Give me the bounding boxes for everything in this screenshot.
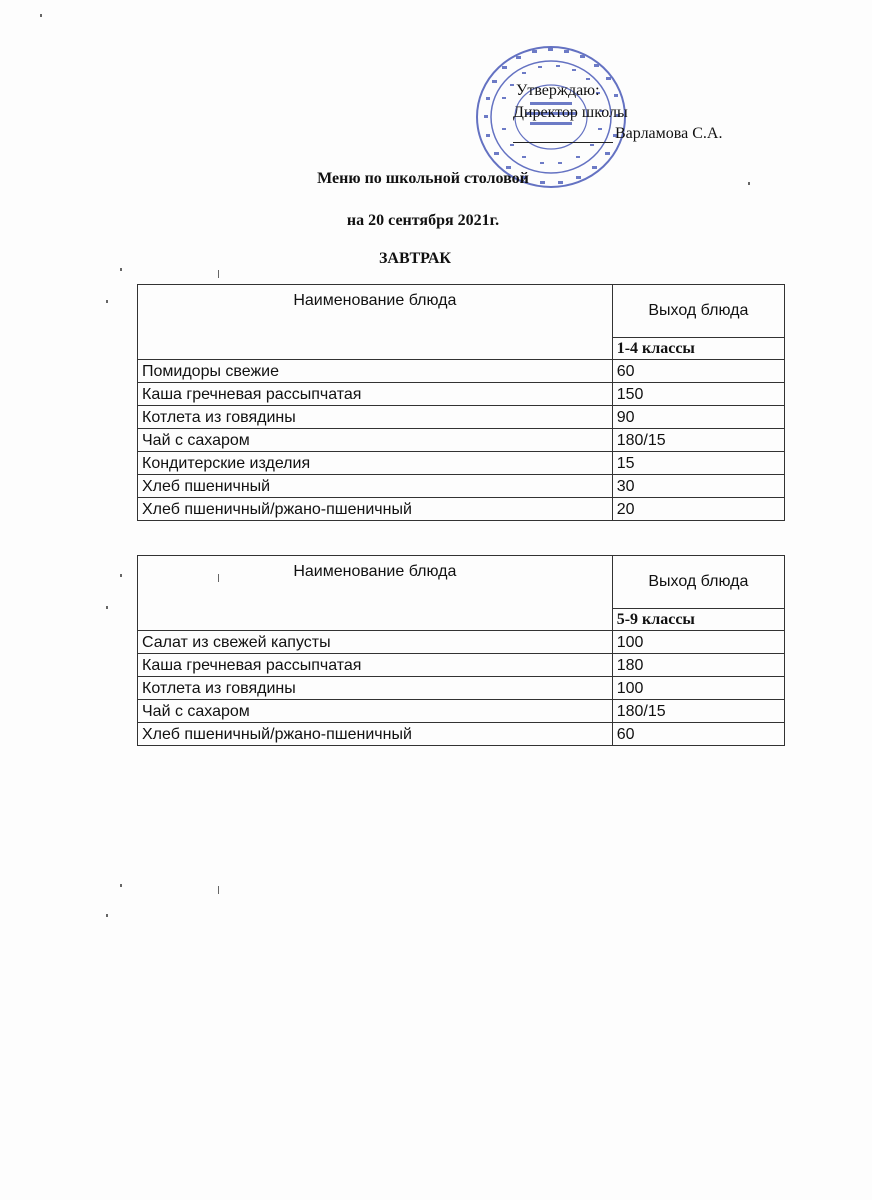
dish-name: Чай с сахаром bbox=[138, 429, 613, 452]
table-row bbox=[138, 406, 785, 429]
dish-name: Каша гречневая рассыпчатая bbox=[138, 654, 613, 677]
dish-portion: 100 bbox=[612, 677, 784, 700]
table-group-row bbox=[138, 608, 785, 631]
menu-table-5-9 bbox=[137, 555, 785, 746]
meal-heading: ЗАВТРАК bbox=[378, 250, 451, 267]
table-row bbox=[138, 383, 785, 406]
approval-signature-line bbox=[513, 125, 722, 143]
dish-name: Каша гречневая рассыпчатая bbox=[138, 383, 613, 406]
menu-table-1-4 bbox=[137, 284, 785, 521]
table-row bbox=[138, 429, 785, 452]
dish-portion: 150 bbox=[612, 383, 784, 406]
dish-portion: 20 bbox=[612, 498, 784, 521]
dish-name: Хлеб пшеничный/ржано-пшеничный bbox=[138, 498, 613, 521]
dish-portion: 90 bbox=[612, 406, 784, 429]
table-row bbox=[138, 631, 785, 654]
dish-name: Котлета из говядины bbox=[138, 406, 613, 429]
dish-portion: 180 bbox=[612, 654, 784, 677]
dish-name: Кондитерские изделия bbox=[138, 452, 613, 475]
table-header-row bbox=[138, 556, 785, 609]
table-row bbox=[138, 677, 785, 700]
dish-name: Помидоры свежие bbox=[138, 360, 613, 383]
approval-label: Утверждаю: bbox=[516, 82, 600, 99]
dish-portion: 60 bbox=[612, 723, 784, 746]
column-header-name: Наименование блюда bbox=[138, 556, 613, 609]
dish-name: Салат из свежей капусты bbox=[138, 631, 613, 654]
table-row bbox=[138, 452, 785, 475]
column-header-name: Наименование блюда bbox=[138, 285, 613, 338]
dish-name: Хлеб пшеничный bbox=[138, 475, 613, 498]
dish-portion: 100 bbox=[612, 631, 784, 654]
dish-portion: 180/15 bbox=[612, 700, 784, 723]
table-row bbox=[138, 723, 785, 746]
document-date: на 20 сентября 2021г. bbox=[346, 212, 500, 229]
group-label: 1-4 классы bbox=[612, 337, 784, 360]
column-header-value: Выход блюда bbox=[612, 285, 784, 338]
table-row bbox=[138, 475, 785, 498]
table-header-row bbox=[138, 285, 785, 338]
dish-name: Хлеб пшеничный/ржано-пшеничный bbox=[138, 723, 613, 746]
table-row bbox=[138, 700, 785, 723]
table-group-row bbox=[138, 337, 785, 360]
dish-portion: 60 bbox=[612, 360, 784, 383]
group-label: 5-9 классы bbox=[612, 608, 784, 631]
group-spacer bbox=[138, 608, 613, 631]
dish-name: Котлета из говядины bbox=[138, 677, 613, 700]
dish-name: Чай с сахаром bbox=[138, 700, 613, 723]
dish-portion: 30 bbox=[612, 475, 784, 498]
table-row bbox=[138, 654, 785, 677]
table-row bbox=[138, 498, 785, 521]
approval-name: Варламова С.А. bbox=[615, 125, 723, 142]
column-header-value: Выход блюда bbox=[612, 556, 784, 609]
dish-portion: 15 bbox=[612, 452, 784, 475]
group-spacer bbox=[138, 337, 613, 360]
dish-portion: 180/15 bbox=[612, 429, 784, 452]
table-row bbox=[138, 360, 785, 383]
document-title: Меню по школьной столовой bbox=[317, 170, 529, 187]
signature-line bbox=[513, 128, 613, 143]
approval-position: Директор школы bbox=[513, 104, 628, 121]
